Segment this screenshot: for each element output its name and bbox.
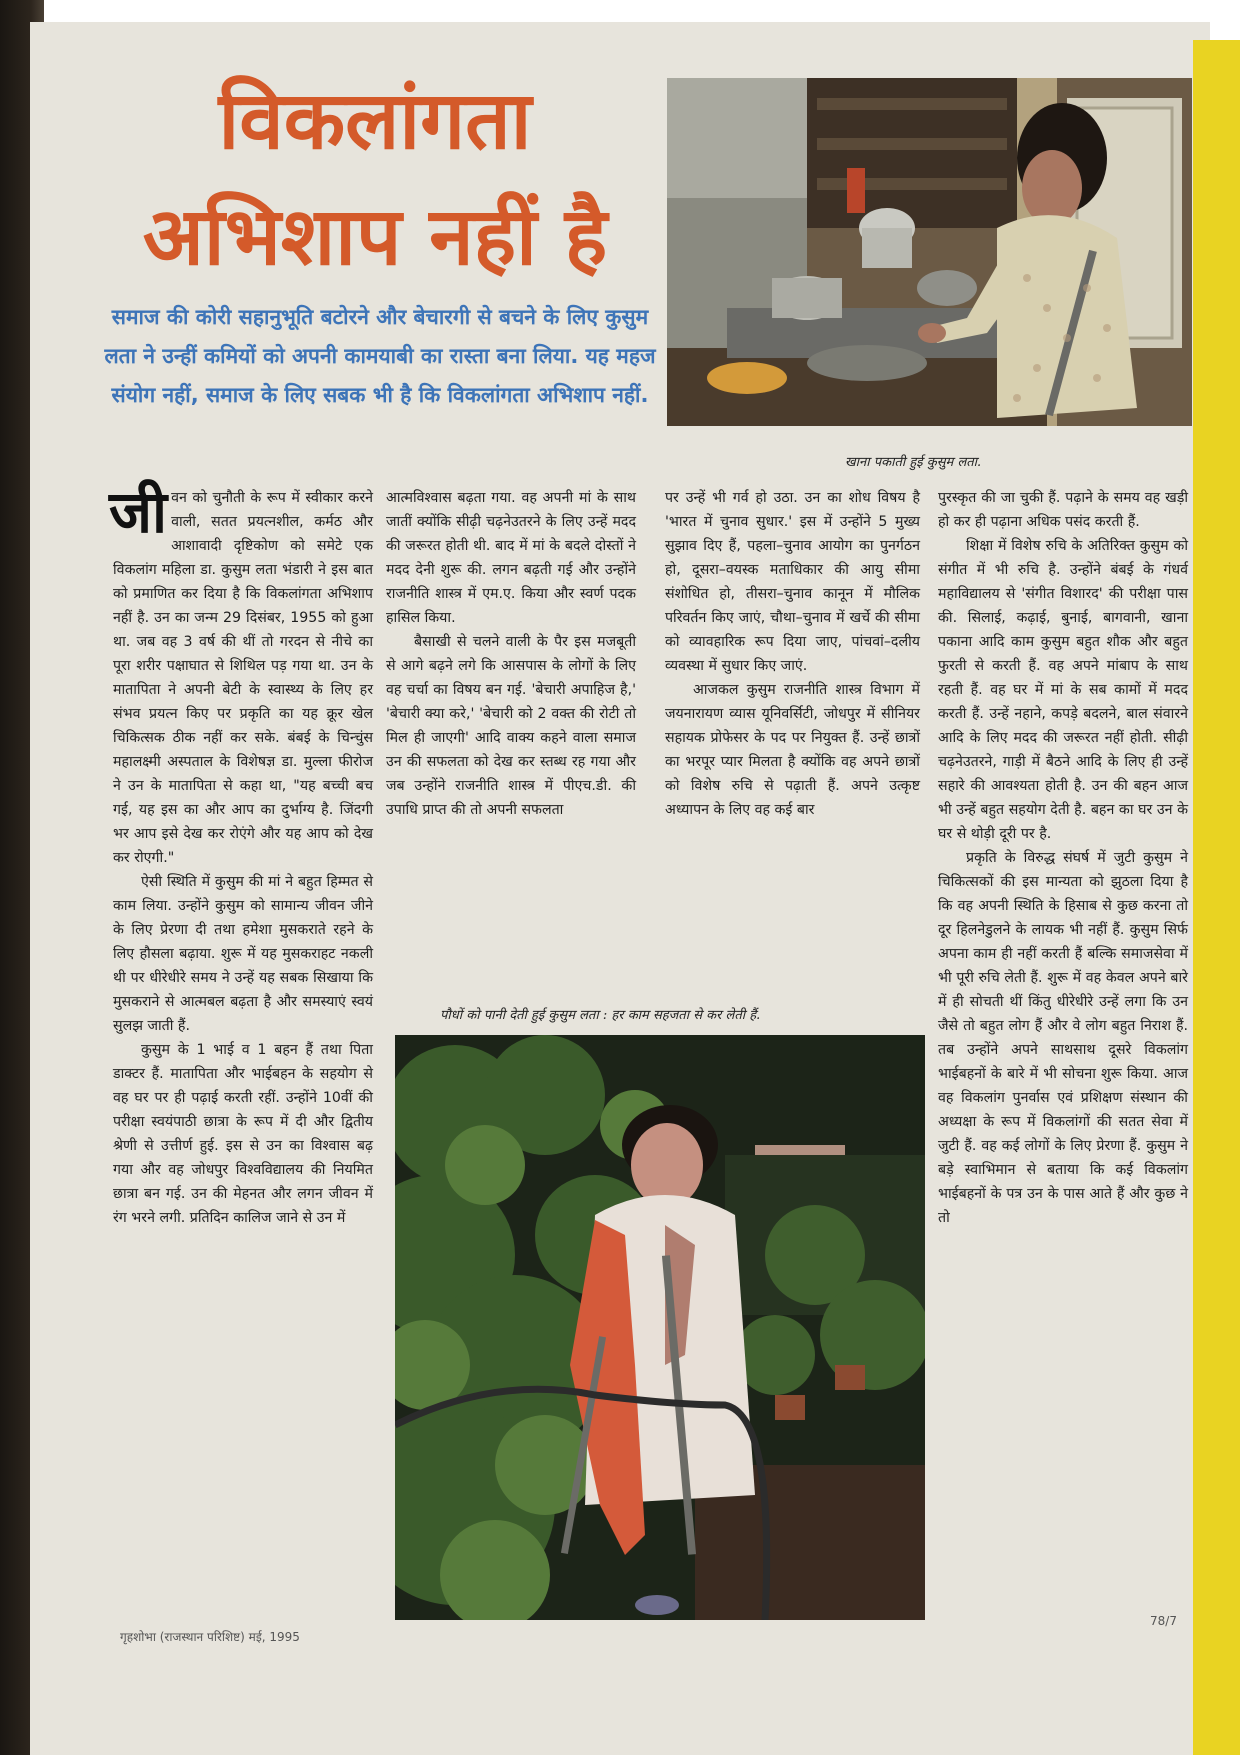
article-intro: समाज की कोरी सहानुभूति बटोरने और बेचारगी से बचने के लिए कुसुम लता ने उन्हीं कमियों को अपनी कामयाबी का रास्ता बना लिया. यह महज संयोग नहीं, समाज के लिए सबक भी है कि विकलांगता अभिशाप नहीं. bbox=[104, 305, 656, 407]
paragraph: कुसुम के 1 भाई व 1 बहन हैं तथा पिता डाक्टर हैं. मातापिता और भाईबहन के सहयोग से वह घर पर ही पढ़ाई करती रहीं. उन्होंने 10वीं की परीक्षा स्वयंपाठी छात्रा के रूप में दी और द्वितीय श्रेणी से उत्तीर्ण हुई. इस से उन का विश्वास बढ़ गया और वह जोधपुर विश्वविद्यालय की नियमित छात्रा बन गई. उन की मेहनत और लगन जीवन में रंग भरने लगी. प्रतिदिन कालिज जाने से उन में bbox=[113, 1042, 373, 1226]
article-column-2 bbox=[386, 486, 636, 822]
photo-kitchen bbox=[667, 78, 1192, 426]
page-edge-strip bbox=[1193, 40, 1240, 1755]
paragraph: पुरस्कृत की जा चुकी हैं. पढ़ाने के समय वह खड़ी हो कर ही पढ़ाना अधिक पसंद करती हैं. bbox=[938, 490, 1188, 530]
kitchen-illustration bbox=[667, 78, 1192, 426]
title-line-1: विकलांगता bbox=[218, 73, 532, 167]
paragraph: आजकल कुसुम राजनीति शास्त्र विभाग में जयनारायण व्यास यूनिवर्सिटी, जोधपुर में सीनियर सहायक प्रोफेसर के पद पर नियुक्त हैं. उन्हें छात्रों का भरपूर प्यार मिलता है क्योंकि वह अपने छात्रों को विशेष रुचि से पढ़ाती हैं. अपने उत्कृष्ट अध्यापन के लिए वह कई बार bbox=[665, 682, 920, 818]
paragraph: बैसाखी से चलने वाली के पैर इस मजबूती से आगे बढ़ने लगे कि आसपास के लोगों के लिए वह चर्चा का विषय बन गई. 'बेचारी अपाहिज है,' 'बेचारी क्या करे,' 'बेचारी को 2 वक्त की रोटी तो मिल ही जाएगी' आदि वाक्य कहने वाला समाज उन की सफलता को देख कर स्तब्ध रह गया और जब उन्होंने राजनीति शास्त्र में पीएच.डी. की उपाधि प्राप्त की तो अपनी सफलता bbox=[386, 634, 636, 818]
title-line-2: अभिशाप नहीं है bbox=[142, 189, 608, 283]
paragraph: प्रकृति के विरुद्ध संघर्ष में जुटी कुसुम ने चिकित्सकों की इस मान्यता को झुठला दिया है कि वह अपनी स्थिति के हिसाब से कुछ करना तो दूर हिलनेडुलने के लायक भी नहीं हैं. कुसुम सिर्फ अपना काम ही नहीं करती हैं बल्कि समाजसेवा में भी पूरी रुचि लेती हैं. शुरू में वह केवल अपने बारे में ही सोचती थीं किंतु धीरेधीरे उन्हें लगा कि उन जैसे तो बहुत लोग हैं और वे लोग बहुत निराश हैं. तब उन्होंने अपने साथसाथ दूसरे विकलांग भाईबहनों के बारे में भी सोचना शुरू किया. आज वह विकलांग पुनर्वास एवं प्रशिक्षण संस्थान की अध्यक्षा के रूप में विकलांगों की सतत सेवा में जुटी हैं. वह कई लोगों के लिए प्रेरणा हैं. कुसुम ने बड़े स्वाभिमान से बताया कि कई विकलांग भाईबहनों के पत्र उन के पास आते हैं और कुछ ने तो bbox=[938, 850, 1188, 1226]
paragraph: पर उन्हें भी गर्व हो उठा. उन का शोध विषय है 'भारत में चुनाव सुधार.' इस में उन्होंने 5 मुख्य सुझाव दिए हैं, पहला–चुनाव आयोग का पुनर्गठन हो, दूसरा–वयस्क मताधिकार की आयु सीमा संशोधित हो, तीसरा–चुनाव कानून में मौलिक परिवर्तन किए जाएं, चौथा–चुनाव में खर्चे की सीमा को व्यावहारिक रूप दिया जाए, पांचवां–दलीय व्यवस्था में सुधार किए जाएं. bbox=[665, 490, 920, 674]
page-number: 78/7 bbox=[1150, 1614, 1177, 1628]
paragraph: शिक्षा में विशेष रुचि के अतिरिक्त कुसुम को संगीत में भी रुचि है. उन्होंने बंबई के गंधर्व महाविद्यालय से 'संगीत विशारद' की परीक्षा पास की. सिलाई, कढ़ाई, बुनाई, बागवानी, खाना पकाना आदि काम कुसुम बहुत शौक और बहुत फुरती से करती हैं. वह अपने मांबाप के साथ रहती हैं. वह घर में मां के सब कामों में मदद करती हैं. उन्हें नहाने, कपड़े बदलने, बाल संवारने आदि के लिए मदद की जरूरत नहीं होती. सीढ़ी चढ़नेउतरने, गाड़ी में बैठने आदि के लिए ही उन्हें सहारे की आवश्यता होती है. उन की बहन आज भी उन्हें बहुत सहयोग देती है. बहन का घर उन के घर से थोड़ी दूरी पर है. bbox=[938, 538, 1188, 842]
paragraph: आत्मविश्वास बढ़ता गया. वह अपनी मां के साथ जातीं क्योंकि सीढ़ी चढ़नेउतरने के लिए उन्हें मदद की जरूरत होती थी. बाद में मां के बदले दोस्तों ने मदद देनी शुरू की. लगन बढ़ती गई और उन्होंने राजनीति शास्त्र में एम.ए. किया और स्वर्ण पदक हासिल किया. bbox=[386, 490, 636, 626]
article-column-3 bbox=[665, 486, 920, 822]
photo-garden-caption: पौधों को पानी देती हुई कुसुम लता : हर काम सहजता से कर लेती हैं. bbox=[440, 1008, 761, 1023]
paragraph bbox=[109, 478, 373, 870]
article-column-4 bbox=[938, 486, 1188, 1230]
paragraph-text: वन को चुनौती के रूप में स्वीकार करने वाली, सतत प्रयत्नशील, कर्मठ और आशावादी दृष्टिकोण को समेटे एक विकलांग महिला डा. कुसुम लता भंडारी ने इस बात को प्रमाणित कर दिया है कि विकलांगता अभिशाप नहीं है. उन का जन्म 29 दिसंबर, 1955 को हुआ था. जब वह 3 वर्ष की थीं तो गरदन से नीचे का पूरा शरीर पक्षाघात से शिथिल पड़ गया था. उन के मातापिता ने अपनी बेटी के स्वास्थ्य के लिए हर संभव प्रयत्न किए पर प्रकृति का यह क्रूर खेल चिकित्सक ठीक नहीं कर सके. बंबई के चिन्चुंस महालक्ष्मी अस्पताल के विशेषज्ञ डा. मुल्ला फीरोज ने उन के मातापिता से कहा था, "यह बच्ची बच गई, यह इस का और आप का दुर्भाग्य है. जिंदगी भर आप इसे देख कर रोएंगे और यह आप को देख कर रोएगी." bbox=[113, 490, 373, 866]
article-title bbox=[95, 62, 655, 294]
garden-illustration bbox=[395, 1035, 925, 1620]
paragraph: ऐसी स्थिति में कुसुम की मां ने बहुत हिम्मत से काम लिया. उन्होंने कुसुम को सामान्य जीवन जीने के लिए प्रेरणा दी तथा हमेशा मुसकराते रहने के लिए हौसला बढ़ाया. शुरू में यह मुसकराहट नकली थी पर धीरेधीरे समय ने उन्हें यह सबक सिखाया कि मुसकराने से आत्मबल बढ़ता है और समस्याएं स्वयं सुलझ जाती हैं. bbox=[113, 874, 373, 1034]
footer-source: गृहशोभा (राजस्थान परिशिष्ट) मई, 1995 bbox=[120, 1630, 300, 1644]
photo-garden bbox=[395, 1035, 925, 1620]
drop-cap: जी bbox=[109, 478, 168, 546]
article-column-1 bbox=[109, 478, 373, 1230]
photo-kitchen-caption: खाना पकाती हुई कुसुम लता. bbox=[845, 455, 982, 470]
